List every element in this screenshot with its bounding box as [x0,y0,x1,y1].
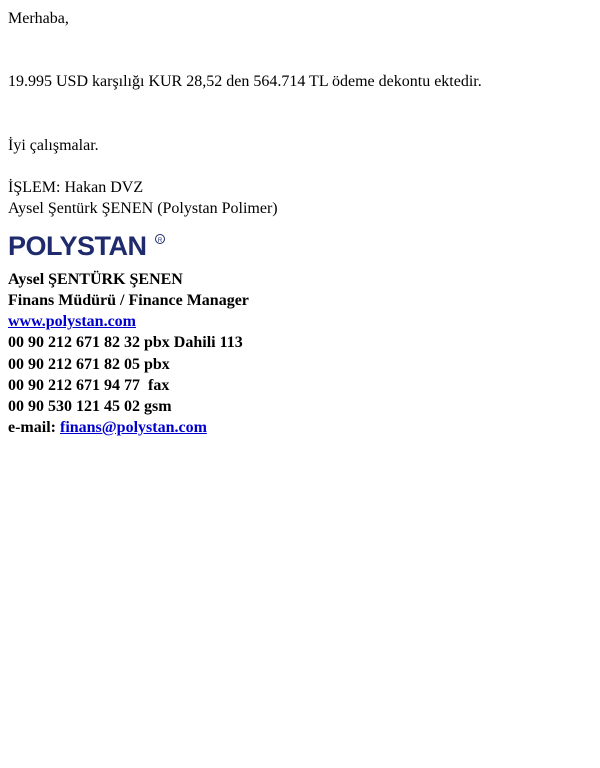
signature-gsm: 00 90 530 121 45 02 gsm [8,397,172,415]
email-label: e-mail: [8,418,56,436]
signature-name: Aysel ŞENTÜRK ŞENEN [8,271,183,289]
svg-text:R: R [157,238,163,245]
spacer-3 [8,92,592,113]
spacer-2 [8,50,592,71]
closing-text: İyi çalışmalar. [8,136,99,154]
body-text: 19.995 USD karşılığı KUR 28,52 den 564.714 TL ödeme dekontu ektedir. [8,73,482,91]
signature-phone-pbx: 00 90 212 671 82 05 pbx [8,355,170,373]
transaction-text: İŞLEM: Hakan DVZ [8,178,144,196]
email-link[interactable]: finans@polystan.com [59,418,207,436]
spacer-5 [8,156,592,177]
signature-email-line [8,417,592,438]
signature-phone-pbx-ext: 00 90 212 671 82 32 pbx Dahili 113 [8,334,243,352]
website-link[interactable]: www.polystan.com [8,313,137,331]
signature-block [8,229,592,438]
signature-title: Finans Müdürü / Finance Manager [8,292,249,310]
spacer-4 [8,114,592,135]
signature-website-line [8,311,592,332]
polystan-logo [8,229,592,267]
greeting-text: Merhaba, [8,10,69,27]
svg-text:POLYSTAN: POLYSTAN [8,231,147,262]
sender-text: Aysel Şentürk ŞENEN (Polystan Polimer) [8,199,278,217]
spacer-1 [8,29,592,50]
signature-fax: 00 90 212 671 94 77 fax [8,376,170,394]
